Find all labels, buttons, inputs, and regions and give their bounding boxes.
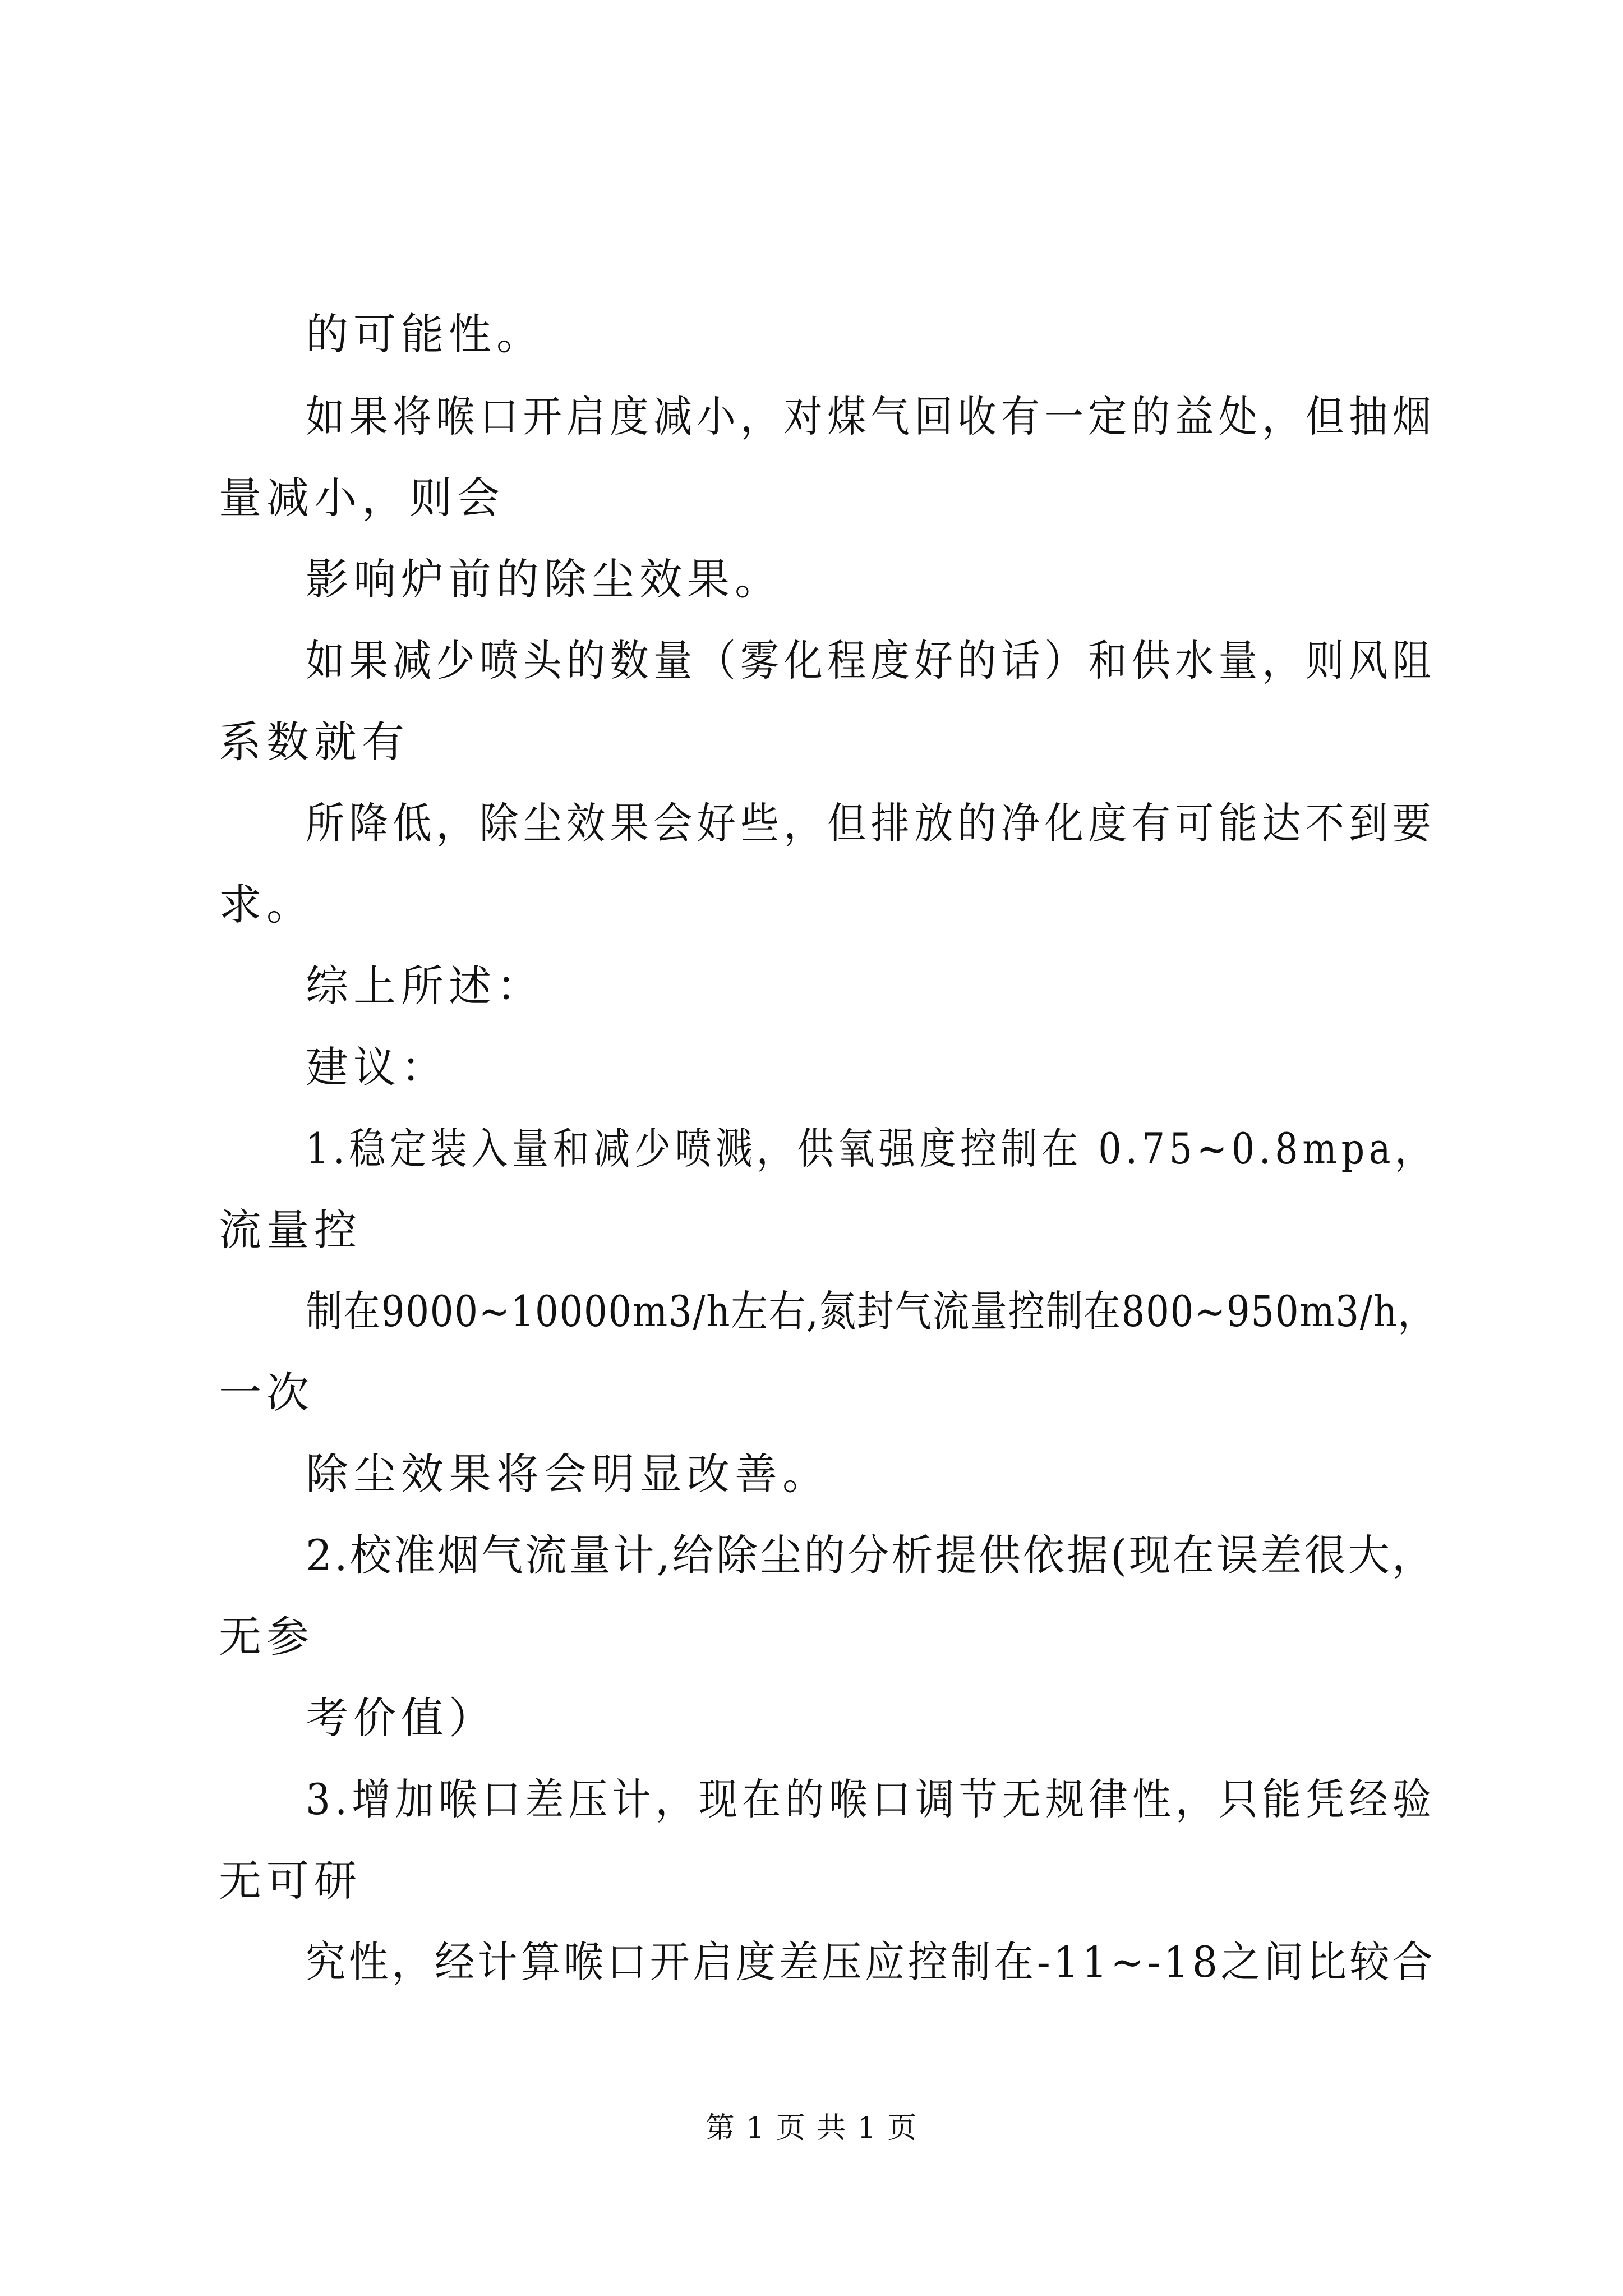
body-line: 3.增加喉口差压计，现在的喉口调节无规律性，只能凭经验 [306, 1774, 1436, 1824]
body-line: 无可研 [219, 1856, 362, 1906]
body-line: 无参 [219, 1612, 314, 1662]
body-line: 量减小，则会 [219, 473, 505, 523]
body-line: 究性，经计算喉口开启度差压应控制在-11~-18之间比较合 [306, 1937, 1436, 1987]
body-line: 流量控 [219, 1205, 362, 1255]
body-line: 综上所述： [306, 961, 544, 1011]
body-line: 如果减少喷头的数量（雾化程度好的话）和供水量，则风阻 [306, 636, 1436, 685]
body-line: 所降低，除尘效果会好些，但排放的净化度有可能达不到要 [306, 798, 1436, 848]
body-line: 求。 [219, 880, 314, 930]
body-line: 的可能性。 [306, 309, 544, 359]
body-line: 除尘效果将会明显改善。 [306, 1449, 830, 1499]
body-line: 一次 [219, 1368, 314, 1418]
body-line: 1.稳定装入量和减少喷溅，供氧强度控制在 0.75~0.8mpa， [306, 1124, 1436, 1174]
body-line: 如果将喉口开启度减小，对煤气回收有一定的益处，但抽烟 [306, 392, 1436, 441]
body-line: 影响炉前的除尘效果。 [306, 554, 782, 604]
body-line: 考价值） [306, 1693, 496, 1743]
body-line: 建议： [306, 1042, 449, 1092]
body-line: 系数就有 [219, 717, 409, 767]
body-line: 2.校准烟气流量计,给除尘的分析提供依据(现在误差很大， [306, 1530, 1436, 1580]
body-line: 制在9000~10000m3/h左右,氮封气流量控制在800~950m3/h， [306, 1286, 1436, 1336]
page-footer: 第 1 页 共 1 页 [705, 2111, 918, 2145]
